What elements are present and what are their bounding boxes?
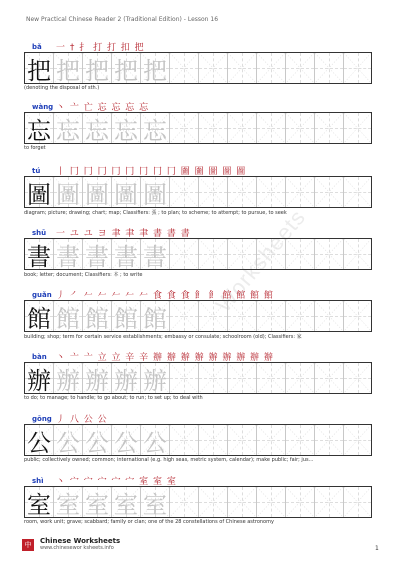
character-entry: [24, 230, 384, 294]
character-entry: [24, 416, 384, 480]
practice-row: [24, 176, 372, 208]
cell-guide-lines: [344, 177, 371, 207]
cell-guide-lines: [286, 177, 314, 207]
practice-cell[interactable]: [256, 113, 285, 143]
model-character: 把: [27, 56, 51, 85]
practice-cell[interactable]: [227, 487, 256, 517]
practice-cell[interactable]: [111, 239, 140, 269]
cell-guide-lines: [170, 487, 198, 517]
cell-guide-lines: [228, 177, 256, 207]
cell-guide-lines: [199, 177, 227, 207]
stroke-order: 丶 宀 宀 宀 宀 宀 室 室 室: [56, 477, 177, 487]
cell-guide-lines: [286, 239, 314, 269]
trace-character: 圖: [143, 180, 167, 209]
trace-character: 室: [143, 490, 167, 519]
cell-guide-lines: [228, 53, 256, 83]
cell-guide-lines: [315, 487, 343, 517]
cell-guide-lines: [286, 487, 314, 517]
practice-cell[interactable]: [24, 53, 53, 83]
cell-guide-lines: [315, 425, 343, 455]
practice-row: [24, 362, 372, 394]
definition: to do; to manage; to handle; to go about; to run; to set up; to deal with: [24, 395, 203, 401]
cell-guide-lines: [228, 239, 256, 269]
trace-character: 館: [56, 304, 80, 333]
practice-cell[interactable]: [169, 53, 198, 83]
practice-cell[interactable]: [169, 363, 198, 393]
trace-character: 把: [143, 56, 167, 85]
definition: book; letter; document; Classifiers: 本 ; to write: [24, 272, 143, 278]
pinyin-label: tú: [32, 167, 41, 175]
practice-cell[interactable]: [198, 177, 227, 207]
character-entry: [24, 168, 384, 232]
cell-guide-lines: [344, 239, 371, 269]
cell-guide-lines: [344, 113, 371, 143]
cell-guide-lines: [228, 425, 256, 455]
footer: [22, 537, 120, 552]
trace-character: 忘: [85, 116, 109, 145]
stroke-order: 丿 八 公 公: [56, 415, 108, 425]
cell-guide-lines: [199, 53, 227, 83]
stroke-order: 丨 冂 冂 冂 冂 冂 冂 冂 冂 圗 圗 圖 圖 圖: [56, 167, 247, 177]
trace-character: 書: [143, 242, 167, 271]
page-title: New Practical Chinese Reader 2 (Traditional Edition) - Lesson 16: [26, 16, 219, 23]
trace-character: 辦: [143, 366, 167, 395]
practice-cell[interactable]: [24, 239, 53, 269]
practice-cell[interactable]: [140, 425, 169, 455]
cell-guide-lines: [344, 363, 371, 393]
cell-guide-lines: [257, 239, 285, 269]
cell-guide-lines: [286, 53, 314, 83]
practice-cell[interactable]: [343, 363, 372, 393]
cell-guide-lines: [286, 301, 314, 331]
practice-cell[interactable]: [256, 53, 285, 83]
practice-cell[interactable]: [140, 301, 169, 331]
practice-cell[interactable]: [82, 487, 111, 517]
practice-cell[interactable]: [198, 239, 227, 269]
pinyin-label: wàng: [32, 103, 54, 111]
practice-cell[interactable]: [53, 363, 82, 393]
site-url[interactable]: www.chinesewor ksheets.info: [40, 545, 114, 551]
practice-cell[interactable]: [24, 425, 53, 455]
practice-cell[interactable]: [53, 113, 82, 143]
practice-cell[interactable]: [111, 177, 140, 207]
practice-cell[interactable]: [285, 177, 314, 207]
practice-cell[interactable]: [343, 239, 372, 269]
cell-guide-lines: [315, 113, 343, 143]
practice-cell[interactable]: [53, 425, 82, 455]
practice-row: [24, 300, 372, 332]
practice-row: [24, 112, 372, 144]
definition: public; collectively owned; common; international (e.g. high seas, metric system, calendar); make public; fair; jus...: [24, 457, 314, 463]
practice-cell[interactable]: [111, 53, 140, 83]
character-entry: [24, 354, 384, 418]
definition: to forget: [24, 145, 46, 151]
cell-guide-lines: [257, 425, 285, 455]
practice-cell[interactable]: [285, 239, 314, 269]
cell-guide-lines: [286, 425, 314, 455]
trace-character: 室: [56, 490, 80, 519]
trace-character: 公: [56, 428, 80, 457]
practice-cell[interactable]: [198, 425, 227, 455]
cell-guide-lines: [170, 363, 198, 393]
practice-cell[interactable]: [82, 363, 111, 393]
page-number: 1: [375, 545, 379, 552]
practice-cell[interactable]: [24, 363, 53, 393]
cell-guide-lines: [344, 487, 371, 517]
trace-character: 把: [56, 56, 80, 85]
practice-cell[interactable]: [256, 177, 285, 207]
practice-cell[interactable]: [111, 113, 140, 143]
practice-cell[interactable]: [82, 177, 111, 207]
practice-cell[interactable]: [314, 53, 343, 83]
cell-guide-lines: [315, 301, 343, 331]
practice-cell[interactable]: [256, 239, 285, 269]
trace-character: 館: [114, 304, 138, 333]
practice-cell[interactable]: [314, 239, 343, 269]
watermark: Worksheets: [210, 204, 311, 317]
practice-cell[interactable]: [227, 53, 256, 83]
practice-cell[interactable]: [82, 53, 111, 83]
pinyin-label: shì: [32, 477, 44, 485]
cell-guide-lines: [286, 363, 314, 393]
practice-cell[interactable]: [82, 239, 111, 269]
practice-cell[interactable]: [140, 53, 169, 83]
trace-character: 把: [114, 56, 138, 85]
cell-guide-lines: [228, 301, 256, 331]
trace-character: 辦: [114, 366, 138, 395]
practice-cell[interactable]: [343, 113, 372, 143]
pinyin-label: bǎ: [32, 43, 42, 51]
cell-guide-lines: [315, 177, 343, 207]
practice-cell[interactable]: [140, 239, 169, 269]
practice-cell[interactable]: [285, 301, 314, 331]
trace-character: 館: [85, 304, 109, 333]
practice-cell[interactable]: [53, 239, 82, 269]
cell-guide-lines: [199, 239, 227, 269]
practice-cell[interactable]: [314, 363, 343, 393]
stroke-order: 一 † 扌 打 打 扣 把: [56, 43, 145, 53]
definition: building; shop; term for certain service establishments; embassy or consulate; schoolroom (old); Classifiers: 家: [24, 334, 302, 340]
practice-cell[interactable]: [169, 239, 198, 269]
practice-cell[interactable]: [53, 53, 82, 83]
definition: diagram; picture; drawing; chart; map; Classifiers: 張 ; to plan; to scheme; to attempt; to pursue, to seek: [24, 210, 287, 216]
practice-cell[interactable]: [285, 363, 314, 393]
cell-guide-lines: [257, 177, 285, 207]
character-entry: [24, 478, 384, 542]
practice-cell[interactable]: [343, 425, 372, 455]
model-character: 辦: [27, 366, 51, 395]
practice-cell[interactable]: [314, 487, 343, 517]
cell-guide-lines: [170, 177, 198, 207]
cell-guide-lines: [257, 363, 285, 393]
cell-guide-lines: [228, 113, 256, 143]
practice-cell[interactable]: [111, 487, 140, 517]
practice-cell[interactable]: [256, 301, 285, 331]
cell-guide-lines: [199, 301, 227, 331]
practice-cell[interactable]: [285, 425, 314, 455]
practice-cell[interactable]: [227, 177, 256, 207]
practice-cell[interactable]: [343, 487, 372, 517]
practice-cell[interactable]: [256, 425, 285, 455]
practice-cell[interactable]: [256, 487, 285, 517]
practice-cell[interactable]: [285, 487, 314, 517]
practice-cell[interactable]: [227, 113, 256, 143]
practice-cell[interactable]: [111, 425, 140, 455]
trace-character: 公: [85, 428, 109, 457]
character-entry: [24, 292, 384, 356]
practice-cell[interactable]: [111, 363, 140, 393]
practice-cell[interactable]: [285, 113, 314, 143]
cell-guide-lines: [199, 425, 227, 455]
stroke-order: 一 ユ ユ ヨ 聿 聿 聿 書 書 書: [56, 229, 191, 239]
cell-guide-lines: [315, 53, 343, 83]
stroke-order: 丿 ㇒ 𠂉 𠂉 𠂉 𠂉 𠂉 食 食 食 飠 飠 館 館 館 館: [56, 291, 274, 301]
brand-name: Chinese Worksheets: [40, 537, 121, 545]
cell-guide-lines: [199, 113, 227, 143]
trace-character: 室: [114, 490, 138, 519]
practice-cell[interactable]: [285, 53, 314, 83]
practice-cell[interactable]: [314, 177, 343, 207]
practice-cell[interactable]: [140, 177, 169, 207]
practice-cell[interactable]: [227, 239, 256, 269]
practice-cell[interactable]: [169, 425, 198, 455]
cell-guide-lines: [344, 301, 371, 331]
model-character: 忘: [27, 116, 51, 145]
cell-guide-lines: [257, 487, 285, 517]
cell-guide-lines: [228, 363, 256, 393]
stroke-order: 丶 亠 亠 立 立 辛 辛 辦 辦 辦 辦 辦 辦 辦 辦 辦: [56, 353, 274, 363]
trace-character: 圖: [114, 180, 138, 209]
logo-icon: 中: [22, 539, 34, 551]
pinyin-label: gōng: [32, 415, 52, 423]
model-character: 書: [27, 242, 51, 271]
trace-character: 書: [56, 242, 80, 271]
practice-cell[interactable]: [343, 301, 372, 331]
pinyin-label: guǎn: [32, 291, 52, 299]
cell-guide-lines: [257, 301, 285, 331]
practice-cell[interactable]: [140, 487, 169, 517]
cell-guide-lines: [170, 53, 198, 83]
character-entry: [24, 104, 384, 168]
cell-guide-lines: [199, 363, 227, 393]
cell-guide-lines: [228, 487, 256, 517]
practice-cell[interactable]: [24, 487, 53, 517]
practice-cell[interactable]: [82, 301, 111, 331]
practice-cell[interactable]: [227, 363, 256, 393]
cell-guide-lines: [170, 113, 198, 143]
practice-cell[interactable]: [53, 177, 82, 207]
practice-cell[interactable]: [169, 113, 198, 143]
practice-cell[interactable]: [198, 53, 227, 83]
practice-row: [24, 424, 372, 456]
trace-character: 把: [85, 56, 109, 85]
practice-cell[interactable]: [53, 487, 82, 517]
model-character: 公: [27, 428, 51, 457]
cell-guide-lines: [170, 425, 198, 455]
practice-cell[interactable]: [82, 113, 111, 143]
practice-cell[interactable]: [314, 301, 343, 331]
practice-row: [24, 238, 372, 270]
trace-character: 公: [114, 428, 138, 457]
practice-cell[interactable]: [24, 113, 53, 143]
model-character: 館: [27, 304, 51, 333]
practice-cell[interactable]: [198, 113, 227, 143]
practice-cell[interactable]: [227, 301, 256, 331]
practice-cell[interactable]: [111, 301, 140, 331]
practice-cell[interactable]: [169, 301, 198, 331]
cell-guide-lines: [286, 113, 314, 143]
model-character: 圖: [27, 180, 51, 209]
cell-guide-lines: [170, 301, 198, 331]
trace-character: 館: [143, 304, 167, 333]
practice-cell[interactable]: [343, 53, 372, 83]
practice-cell[interactable]: [314, 425, 343, 455]
cell-guide-lines: [257, 53, 285, 83]
cell-guide-lines: [315, 239, 343, 269]
practice-cell[interactable]: [227, 425, 256, 455]
trace-character: 忘: [56, 116, 80, 145]
practice-row: [24, 486, 372, 518]
cell-guide-lines: [170, 239, 198, 269]
practice-cell[interactable]: [343, 177, 372, 207]
model-character: 室: [27, 490, 51, 519]
trace-character: 忘: [114, 116, 138, 145]
trace-character: 公: [143, 428, 167, 457]
trace-character: 忘: [143, 116, 167, 145]
practice-cell[interactable]: [24, 301, 53, 331]
pinyin-label: bàn: [32, 353, 47, 361]
cell-guide-lines: [199, 487, 227, 517]
practice-row: [24, 52, 372, 84]
practice-cell[interactable]: [256, 363, 285, 393]
practice-cell[interactable]: [169, 487, 198, 517]
character-entry: [24, 44, 384, 108]
practice-cell[interactable]: [82, 425, 111, 455]
practice-cell[interactable]: [198, 301, 227, 331]
cell-guide-lines: [344, 425, 371, 455]
cell-guide-lines: [315, 363, 343, 393]
trace-character: 辦: [56, 366, 80, 395]
practice-cell[interactable]: [140, 113, 169, 143]
practice-cell[interactable]: [198, 487, 227, 517]
trace-character: 室: [85, 490, 109, 519]
cell-guide-lines: [257, 113, 285, 143]
trace-character: 書: [114, 242, 138, 271]
practice-cell[interactable]: [198, 363, 227, 393]
practice-cell[interactable]: [169, 177, 198, 207]
trace-character: 辦: [85, 366, 109, 395]
practice-cell[interactable]: [314, 113, 343, 143]
stroke-order: 丶 亠 亡 忘 忘 忘 忘: [56, 103, 150, 113]
practice-cell[interactable]: [140, 363, 169, 393]
practice-cell[interactable]: [53, 301, 82, 331]
trace-character: 圖: [85, 180, 109, 209]
cell-guide-lines: [344, 53, 371, 83]
pinyin-label: shū: [32, 229, 47, 237]
trace-character: 圖: [56, 180, 80, 209]
definition: room, work unit; grave; scabbard; family or clan; one of the 28 constellations of Chinese astronomy: [24, 519, 274, 525]
trace-character: 書: [85, 242, 109, 271]
definition: (denoting the disposal of sth.): [24, 85, 100, 91]
practice-cell[interactable]: [24, 177, 53, 207]
